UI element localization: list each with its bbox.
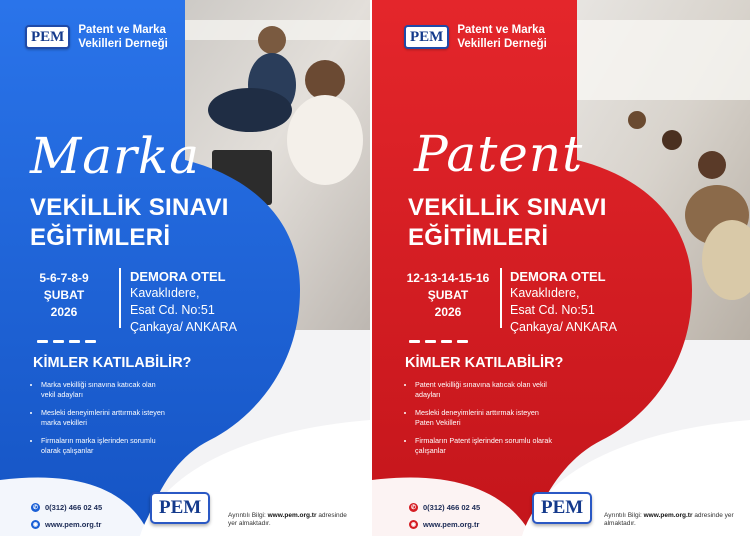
web-link: www.pem.org.tr xyxy=(423,520,480,529)
info-link[interactable]: www.pem.org.tr xyxy=(267,512,317,519)
bullet-list xyxy=(32,380,170,464)
pem-logo: PEM xyxy=(25,25,70,49)
phone-number: 0(312) 466 02 45 xyxy=(45,503,103,512)
pem-logo: PEM xyxy=(404,25,449,49)
footer-pem-logo: PEM xyxy=(150,492,210,524)
list-item: • Firmaların Patent işlerinden sorumlu olarak çalışanlar xyxy=(415,436,556,455)
phone-contact[interactable] xyxy=(409,503,480,512)
info-suffix: adresinde yer almaktadır. xyxy=(604,512,734,527)
title-line2: EĞİTİMLERİ xyxy=(408,224,549,251)
info-prefix: Ayrıntılı Bilgi: xyxy=(228,512,266,519)
title-line1: VEKİLLİK SINAVI xyxy=(408,194,607,221)
info-text xyxy=(604,512,734,528)
globe-icon: ◉ xyxy=(32,522,39,528)
venue-line3: Çankaya/ ANKARA xyxy=(130,320,237,334)
footer-pem-logo: PEM xyxy=(532,492,592,524)
title xyxy=(408,193,607,253)
phone-number: 0(312) 466 02 45 xyxy=(423,503,481,512)
info-link[interactable]: www.pem.org.tr xyxy=(643,512,693,519)
list-item: • Marka vekilliği sınavına katıcak olan vekil adayları xyxy=(41,380,170,399)
org-name-line2: Vekilleri Derneği xyxy=(78,38,168,50)
title xyxy=(30,193,229,253)
decor-dashes xyxy=(409,340,468,343)
event-dates xyxy=(402,270,494,321)
dates-days: 5-6-7-8-9 xyxy=(39,271,89,285)
list-item: • Firmaların marka işlerinden sorumlu olarak çalışanlar xyxy=(41,436,170,455)
decor-dashes xyxy=(37,340,96,343)
marka-poster xyxy=(0,0,370,536)
header-logo[interactable] xyxy=(25,23,168,51)
divider xyxy=(119,268,121,328)
venue-line1: Kavaklıdere, xyxy=(130,286,200,300)
bullet-list xyxy=(406,380,556,464)
title-line2: EĞİTİMLERİ xyxy=(30,224,171,251)
venue xyxy=(130,268,237,336)
info-suffix: adresinde yer almaktadır. xyxy=(228,512,347,527)
dates-month: ŞUBAT xyxy=(43,288,85,302)
org-name xyxy=(457,23,547,51)
who-title: KİMLER KATILABİLİR? xyxy=(405,355,564,371)
dates-month: ŞUBAT xyxy=(427,288,469,302)
who-title: KİMLER KATILABİLİR? xyxy=(33,355,192,371)
venue-line2: Esat Cd. No:51 xyxy=(510,303,595,317)
org-name-line1: Patent ve Marka xyxy=(78,24,166,36)
globe-icon: ◉ xyxy=(410,522,417,528)
dates-days: 12-13-14-15-16 xyxy=(406,271,490,285)
divider xyxy=(500,268,502,328)
script-title: Marka xyxy=(30,127,201,185)
phone-icon: ✆ xyxy=(32,505,39,511)
venue xyxy=(510,268,617,336)
list-item: • Mesleki deneyimlerini arttırmak isteyen Paten Vekilleri xyxy=(415,408,556,427)
list-item: • Patent vekilliği sınavına katıcak olan vekil adayları xyxy=(415,380,556,399)
org-name-line2: Vekilleri Derneği xyxy=(457,38,547,50)
venue-name: DEMORA OTEL xyxy=(130,269,226,284)
venue-line2: Esat Cd. No:51 xyxy=(130,303,215,317)
web-link: www.pem.org.tr xyxy=(45,520,102,529)
web-contact[interactable] xyxy=(31,520,101,529)
phone-icon: ✆ xyxy=(410,505,417,511)
list-item: • Mesleki deneyimlerini arttırmak isteyen marka vekilleri xyxy=(41,408,170,427)
dates-year: 2026 xyxy=(434,305,462,319)
web-contact[interactable] xyxy=(409,520,479,529)
phone-contact[interactable] xyxy=(31,503,102,512)
venue-line3: Çankaya/ ANKARA xyxy=(510,320,617,334)
org-name xyxy=(78,23,168,51)
speaker-arm xyxy=(208,88,292,132)
info-text xyxy=(228,512,348,528)
title-line1: VEKİLLİK SINAVI xyxy=(30,194,229,221)
script-title: Patent xyxy=(414,125,584,183)
venue-line1: Kavaklıdere, xyxy=(510,286,580,300)
header-logo[interactable] xyxy=(404,23,547,51)
venue-name: DEMORA OTEL xyxy=(510,269,606,284)
info-prefix: Ayrıntılı Bilgi: xyxy=(604,512,642,519)
event-dates xyxy=(25,270,103,321)
patent-poster xyxy=(372,0,750,536)
dates-year: 2026 xyxy=(50,305,78,319)
org-name-line1: Patent ve Marka xyxy=(457,24,545,36)
